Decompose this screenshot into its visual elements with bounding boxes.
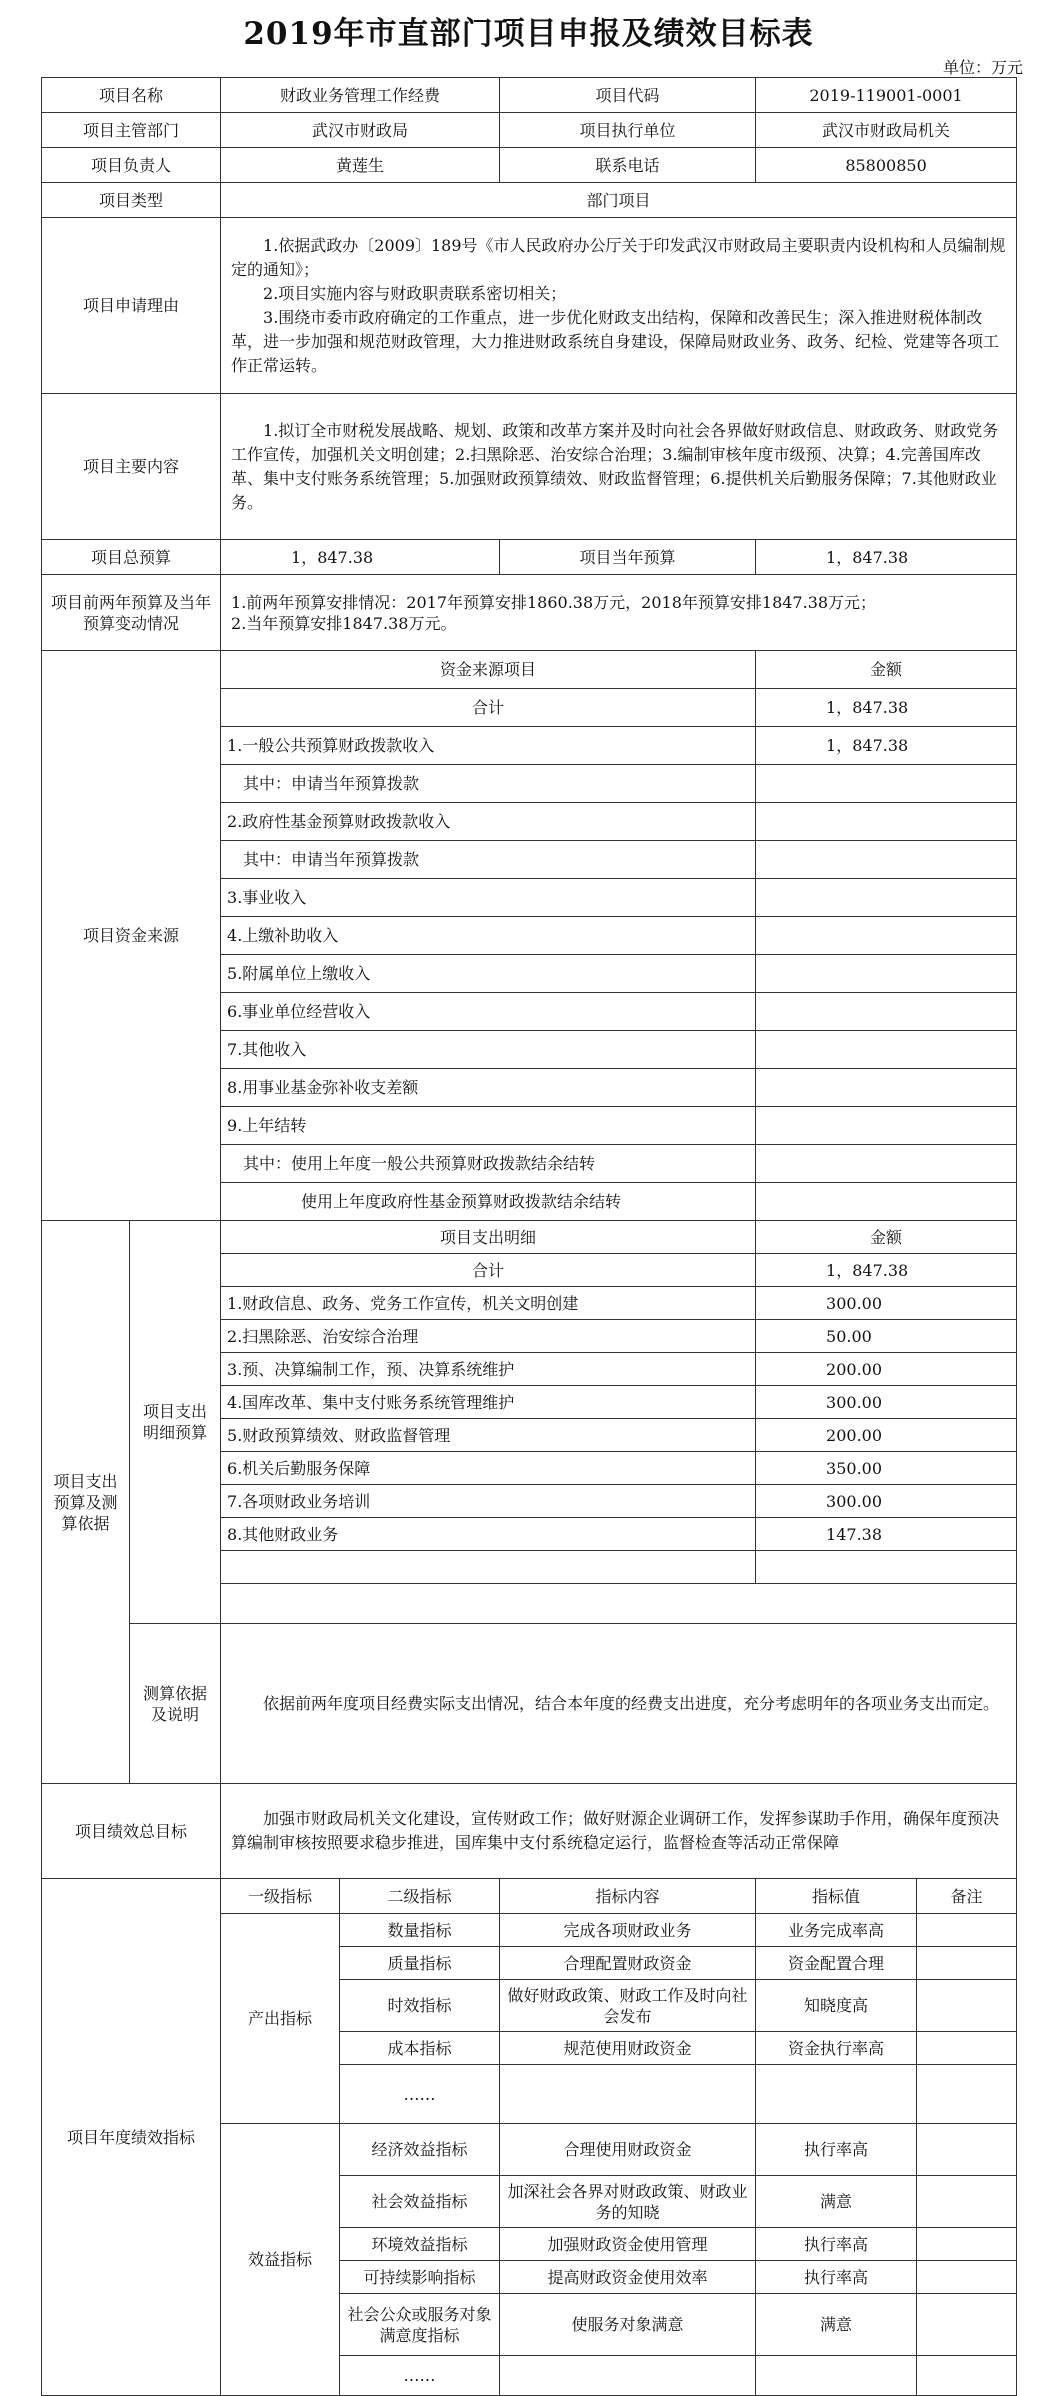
value-project-type: 部门项目	[221, 183, 1017, 218]
indicator-content	[500, 2356, 756, 2396]
label-benefit: 效益指标	[221, 2124, 340, 2396]
indicator-value: 满意	[756, 2176, 917, 2228]
label-current-budget: 项目当年预算	[500, 540, 756, 575]
indicator-value: 业务完成率高	[756, 1914, 917, 1947]
funding-item: 使用上年度政府性基金预算财政拨款结余结转	[221, 1183, 756, 1221]
indicator-level2: 可持续影响指标	[340, 2261, 500, 2294]
value-project-name: 财政业务管理工作经费	[221, 78, 500, 113]
indicator-content: 加强财政资金使用管理	[500, 2228, 756, 2261]
label-expense: 项目支出预算及测算依据	[42, 1221, 130, 1784]
expense-item	[221, 1551, 756, 1584]
indicator-value: 执行率高	[756, 2124, 917, 2176]
expense-amount: 1，847.38	[756, 1254, 1017, 1287]
indicator-note	[917, 2228, 1017, 2261]
value-content	[221, 394, 1017, 540]
funding-amount: 1，847.38	[756, 689, 1017, 727]
indicator-content: 完成各项财政业务	[500, 1914, 756, 1947]
funding-item: 4.上缴补助收入	[221, 917, 756, 955]
unit-label: 单位：万元	[942, 58, 1023, 77]
funding-amount	[756, 803, 1017, 841]
indicator-note	[917, 1980, 1017, 2032]
row-basis	[42, 1624, 1017, 1784]
indicator-note	[917, 2065, 1017, 2124]
value-executor: 武汉市财政局机关	[756, 113, 1017, 148]
label-basis: 测算依据及说明	[130, 1624, 221, 1784]
funding-amount	[756, 1031, 1017, 1069]
funding-item: 合计	[221, 689, 756, 727]
funding-amount	[756, 879, 1017, 917]
funding-header-amount: 金额	[756, 651, 1017, 689]
indicator-level2: 数量指标	[340, 1914, 500, 1947]
funding-item: 2.政府性基金预算财政拨款收入	[221, 803, 756, 841]
header-value: 指标值	[756, 1879, 917, 1914]
indicator-value: 满意	[756, 2294, 917, 2356]
expense-item: 1.财政信息、政务、党务工作宣传，机关文明创建	[221, 1287, 756, 1320]
funding-header-item: 资金来源项目	[221, 651, 756, 689]
indicator-note	[917, 2032, 1017, 2065]
header-note: 备注	[917, 1879, 1017, 1914]
indicator-note	[917, 2356, 1017, 2396]
indicator-note	[917, 2124, 1017, 2176]
header-level2: 二级指标	[340, 1879, 500, 1914]
label-phone: 联系电话	[500, 148, 756, 183]
indicator-note	[917, 2176, 1017, 2228]
funding-amount	[756, 993, 1017, 1031]
label-content: 项目主要内容	[42, 394, 221, 540]
row-project-type	[42, 183, 1017, 218]
funding-item: 其中：申请当年预算拨款	[221, 841, 756, 879]
indicator-level2: ……	[340, 2065, 500, 2124]
indicator-content: 合理使用财政资金	[500, 2124, 756, 2176]
row-owner	[42, 148, 1017, 183]
funding-item: 3.事业收入	[221, 879, 756, 917]
label-owner: 项目负责人	[42, 148, 221, 183]
row-goal	[42, 1784, 1017, 1879]
funding-item: 7.其他收入	[221, 1031, 756, 1069]
funding-amount	[756, 1069, 1017, 1107]
expense-header-item: 项目支出明细	[221, 1221, 756, 1254]
label-total-budget: 项目总预算	[42, 540, 221, 575]
change-line: 1.前两年预算安排情况：2017年预算安排1860.38万元，2018年预算安排1847.38万元；	[231, 592, 877, 612]
reason-line: 2.项目实施内容与财政职责联系密切相关；	[263, 283, 567, 303]
indicator-content	[500, 2065, 756, 2124]
indicator-level2: ……	[340, 2356, 500, 2396]
expense-item: 8.其他财政业务	[221, 1518, 756, 1551]
indicator-content: 合理配置财政资金	[500, 1947, 756, 1980]
indicator-level2: 时效指标	[340, 1980, 500, 2032]
value-owner: 黄莲生	[221, 148, 500, 183]
expense-item: 2.扫黑除恶、治安综合治理	[221, 1320, 756, 1353]
indicator-value: 执行率高	[756, 2261, 917, 2294]
indicator-level2: 环境效益指标	[340, 2228, 500, 2261]
reason-line: 1.依据武政办〔2009〕189号《市人民政府办公厅关于印发武汉市财政局主要职责内设机构和人员编制规定的通知》；	[231, 235, 1006, 279]
reason-line: 3.围绕市委市政府确定的工作重点，进一步优化财政支出结构，保障和改善民生；深入推进财税体制改革，进一步加强和规范财政管理，大力推进财政系统自身建设，保障局财政业务、政务、纪检、党建等各项工作正常运转。	[231, 307, 1000, 375]
label-reason: 项目申请理由	[42, 218, 221, 394]
funding-amount	[756, 955, 1017, 993]
funding-item: 其中：申请当年预算拨款	[221, 765, 756, 803]
value-budget-change	[221, 575, 1017, 651]
label-executor: 项目执行单位	[500, 113, 756, 148]
value-department: 武汉市财政局	[221, 113, 500, 148]
label-department: 项目主管部门	[42, 113, 221, 148]
goal-text: 加强市财政局机关文化建设，宣传财政工作；做好财源企业调研工作，发挥参谋助手作用，确保年度预决算编制审核按照要求稳步推进，国库集中支付系统稳定运行，监督检查等活动正常保障	[231, 1809, 1000, 1852]
expense-header-amount: 金额	[756, 1221, 1017, 1254]
label-expense-detail: 项目支出明细预算	[130, 1221, 221, 1624]
funding-item: 9.上年结转	[221, 1107, 756, 1145]
expense-amount: 200.00	[756, 1353, 1017, 1386]
header-content: 指标内容	[500, 1879, 756, 1914]
expense-amount: 300.00	[756, 1287, 1017, 1320]
indicator-content: 使服务对象满意	[500, 2294, 756, 2356]
expense-amount: 300.00	[756, 1386, 1017, 1419]
indicator-value: 资金执行率高	[756, 2032, 917, 2065]
funding-item: 其中：使用上年度一般公共预算财政拨款结余结转	[221, 1145, 756, 1183]
value-project-code: 2019-119001-0001	[756, 78, 1017, 113]
expense-amount	[756, 1551, 1017, 1584]
value-basis	[221, 1624, 1017, 1784]
indicator-value: 知晓度高	[756, 1980, 917, 2032]
expense-spacer	[221, 1584, 1017, 1624]
indicator-note	[917, 1914, 1017, 1947]
indicator-level2: 社会效益指标	[340, 2176, 500, 2228]
indicator-content: 规范使用财政资金	[500, 2032, 756, 2065]
indicator-note	[917, 2294, 1017, 2356]
expense-amount: 350.00	[756, 1452, 1017, 1485]
label-project-name: 项目名称	[42, 78, 221, 113]
row-content	[42, 394, 1017, 540]
indicator-level2: 经济效益指标	[340, 2124, 500, 2176]
label-goal: 项目绩效总目标	[42, 1784, 221, 1879]
row-budget	[42, 540, 1017, 575]
row-department	[42, 113, 1017, 148]
label-project-code: 项目代码	[500, 78, 756, 113]
value-phone: 85800850	[756, 148, 1017, 183]
expense-item: 4.国库改革、集中支付账务系统管理维护	[221, 1386, 756, 1419]
indicator-level2: 成本指标	[340, 2032, 500, 2065]
funding-amount	[756, 917, 1017, 955]
row-budget-change	[42, 575, 1017, 651]
content-text: 1.拟订全市财税发展战略、规划、政策和改革方案并及时向社会各界做好财政信息、财政政务、财政党务工作宣传，加强机关文明创建；2.扫黑除恶、治安综合治理；3.编制审核年度市级预、决算；4.完善国库改革、集中支付账务系统管理；5.加强财政预算绩效、财政监督管理；6.提供机关后勤服务保障；7.其他财政业务。	[231, 420, 999, 512]
indicator-value: 执行率高	[756, 2228, 917, 2261]
funding-amount	[756, 1183, 1017, 1221]
label-budget-change: 项目前两年预算及当年预算变动情况	[42, 575, 221, 651]
basis-text: 依据前两年度项目经费实际支出情况，结合本年度的经费支出进度，充分考虑明年的各项业务支出而定。	[263, 1693, 1000, 1713]
label-funding: 项目资金来源	[42, 651, 221, 1221]
indicator-value	[756, 2356, 917, 2396]
value-goal	[221, 1784, 1017, 1879]
indicator-note	[917, 1947, 1017, 1980]
expense-amount: 147.38	[756, 1518, 1017, 1551]
funding-amount	[756, 1145, 1017, 1183]
label-output: 产出指标	[221, 1914, 340, 2124]
indicator-level2: 社会公众或服务对象满意度指标	[340, 2294, 500, 2356]
value-total-budget: 1，847.38	[221, 540, 500, 575]
expense-item: 5.财政预算绩效、财政监督管理	[221, 1419, 756, 1452]
label-indicators: 项目年度绩效指标	[42, 1879, 221, 2396]
row-reason	[42, 218, 1017, 394]
funding-amount: 1，847.38	[756, 727, 1017, 765]
indicator-value	[756, 2065, 917, 2124]
value-current-budget: 1，847.38	[756, 540, 1017, 575]
funding-header-row	[42, 651, 1017, 689]
indicator-note	[917, 2261, 1017, 2294]
funding-amount	[756, 1107, 1017, 1145]
funding-amount	[756, 765, 1017, 803]
funding-item: 8.用事业基金弥补收支差额	[221, 1069, 756, 1107]
expense-amount: 300.00	[756, 1485, 1017, 1518]
indicator-header-row	[42, 1879, 1017, 1914]
funding-item: 1.一般公共预算财政拨款收入	[221, 727, 756, 765]
indicator-content: 提高财政资金使用效率	[500, 2261, 756, 2294]
indicator-content: 做好财政政策、财政工作及时向社会发布	[500, 1980, 756, 2032]
funding-item: 5.附属单位上缴收入	[221, 955, 756, 993]
header-level1: 一级指标	[221, 1879, 340, 1914]
indicator-content: 加深社会各界对财政政策、财政业务的知晓	[500, 2176, 756, 2228]
indicator-value: 资金配置合理	[756, 1947, 917, 1980]
expense-item: 合计	[221, 1254, 756, 1287]
expense-item: 3.预、决算编制工作，预、决算系统维护	[221, 1353, 756, 1386]
label-project-type: 项目类型	[42, 183, 221, 218]
expense-header-row	[42, 1221, 1017, 1254]
expense-amount: 50.00	[756, 1320, 1017, 1353]
change-line: 2.当年预算安排1847.38万元。	[231, 613, 457, 633]
project-form-table	[41, 77, 1017, 2396]
funding-item: 6.事业单位经营收入	[221, 993, 756, 1031]
expense-item: 7.各项财政业务培训	[221, 1485, 756, 1518]
indicator-level2: 质量指标	[340, 1947, 500, 1980]
value-reason	[221, 218, 1017, 394]
row-project-name	[42, 78, 1017, 113]
expense-item: 6.机关后勤服务保障	[221, 1452, 756, 1485]
expense-amount: 200.00	[756, 1419, 1017, 1452]
page-title: 2019年市直部门项目申报及绩效目标表	[243, 16, 814, 52]
funding-amount	[756, 841, 1017, 879]
